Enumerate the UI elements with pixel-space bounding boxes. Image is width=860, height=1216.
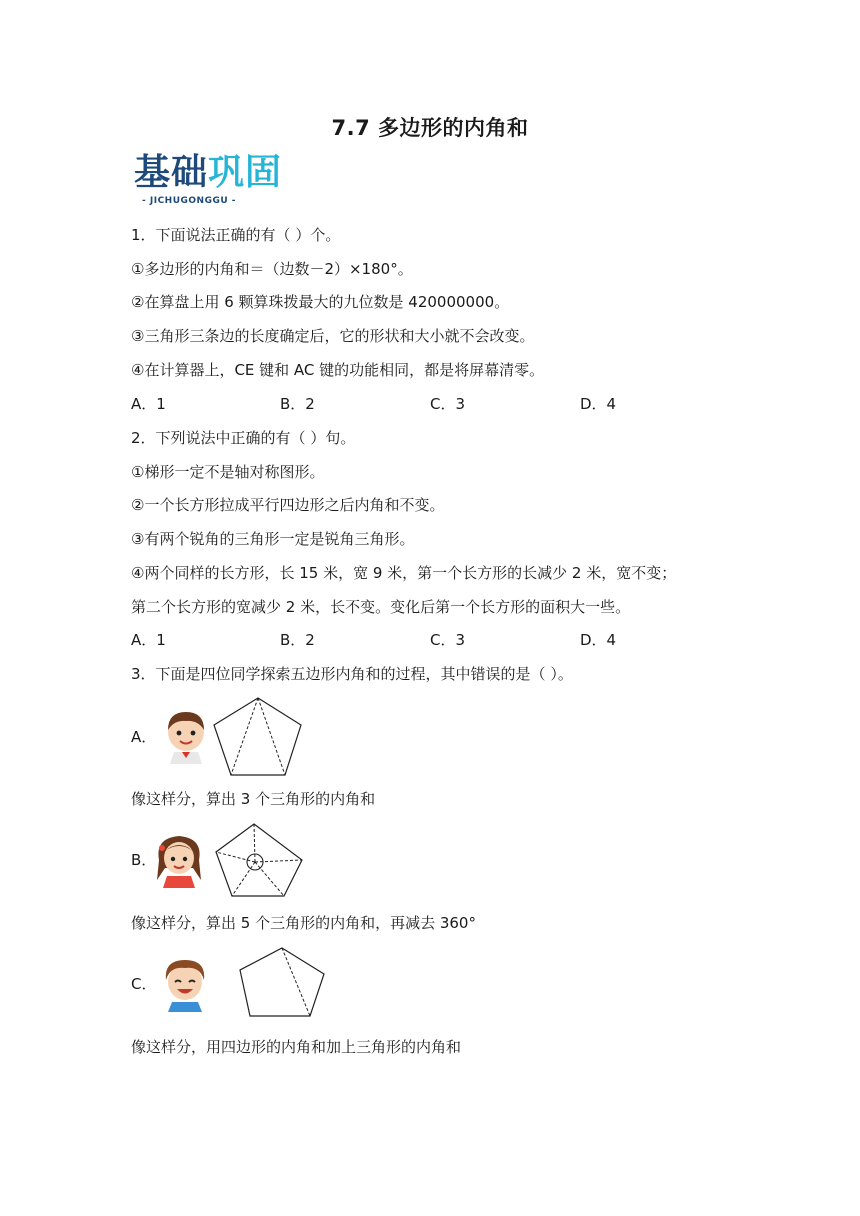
girl-avatar-icon xyxy=(153,832,205,888)
q1-option-d[interactable]: D．4 xyxy=(580,395,617,413)
page-title: 7.7 多边形的内角和 xyxy=(331,116,529,140)
q1-option-a[interactable]: A．1 xyxy=(131,395,166,413)
q2-option-b[interactable]: B．2 xyxy=(280,631,315,649)
q1-item: ②在算盘上用 6 颗算珠拨最大的九位数是 420000000。 xyxy=(131,293,510,311)
q3-caption-a: 像这样分，算出 3 个三角形的内角和 xyxy=(131,790,376,808)
badge-title xyxy=(134,152,290,194)
pentagon-figure-c xyxy=(238,946,326,1018)
badge-char: 础 xyxy=(171,152,209,193)
q3-caption-b: 像这样分，算出 5 个三角形的内角和，再减去 360° xyxy=(131,914,476,932)
q2-item: ①梯形一定不是轴对称图形。 xyxy=(131,463,325,481)
q2-item: 第二个长方形的宽减少 2 米，长不变。变化后第一个长方形的面积大一些。 xyxy=(131,598,631,616)
q3-option-c[interactable]: C． xyxy=(131,975,157,993)
q2-stem: 2．下列说法中正确的有（ ）句。 xyxy=(131,429,356,447)
q3-stem: 3．下面是四位同学探索五边形内角和的过程，其中错误的是（ ）。 xyxy=(131,665,573,683)
boy-laughing-avatar-icon xyxy=(160,956,210,1012)
q1-item: ③三角形三条边的长度确定后，它的形状和大小就不会改变。 xyxy=(131,327,535,345)
pentagon-figure-a xyxy=(212,696,304,778)
pentagon-figure-b xyxy=(214,822,304,898)
boy-avatar-icon xyxy=(162,708,210,764)
q3-option-b[interactable]: B． xyxy=(131,851,157,869)
q2-option-c[interactable]: C．3 xyxy=(430,631,466,649)
q2-option-a[interactable]: A．1 xyxy=(131,631,166,649)
q1-option-b[interactable]: B．2 xyxy=(280,395,315,413)
badge-char: 巩 xyxy=(208,152,246,193)
q1-stem: 1．下面说法正确的有（ ）个。 xyxy=(131,226,341,244)
badge-char: 固 xyxy=(245,152,283,193)
section-badge xyxy=(134,152,290,208)
q3-option-a[interactable]: A． xyxy=(131,728,157,746)
q1-item: ④在计算器上，CE 键和 AC 键的功能相同，都是将屏幕清零。 xyxy=(131,361,545,379)
badge-char: 基 xyxy=(134,152,172,193)
q2-option-d[interactable]: D．4 xyxy=(580,631,617,649)
q2-item: ②一个长方形拉成平行四边形之后内角和不变。 xyxy=(131,496,445,514)
q2-item: ④两个同样的长方形，长 15 米，宽 9 米，第一个长方形的长减少 2 米，宽不变； xyxy=(131,564,677,582)
q3-caption-c: 像这样分，用四边形的内角和加上三角形的内角和 xyxy=(131,1038,462,1056)
q1-item: ①多边形的内角和＝（边数－2）×180°。 xyxy=(131,260,413,278)
q1-option-c[interactable]: C．3 xyxy=(430,395,466,413)
badge-subtitle: - JICHUGONGGU - xyxy=(142,196,237,206)
q2-item: ③有两个锐角的三角形一定是锐角三角形。 xyxy=(131,530,415,548)
